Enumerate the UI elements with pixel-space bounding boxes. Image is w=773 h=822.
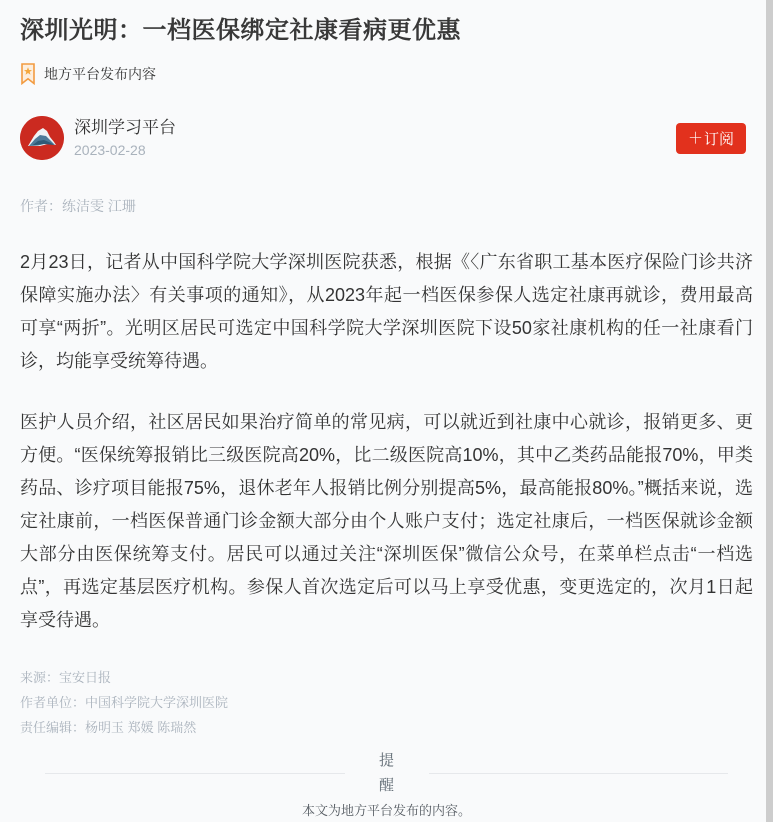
- paragraph-1: 2月23日，记者从中国科学院大学深圳医院获悉，根据《〈广东省职工基本医疗保险门诊共济保障实施办法〉有关事项的通知》，从2023年起一档医保参保人选定社康再就诊，费用最高可享“两折”。光明区居民可选定中国科学院大学深圳医院下设50家社康机构的任一社康看门诊，均能享受统筹待遇。: [20, 252, 753, 371]
- publisher-row: [20, 116, 753, 160]
- subscribe-label: 订阅: [704, 130, 735, 148]
- publish-date: 2023-02-28: [74, 142, 146, 158]
- byline: 作者：练洁雯 江珊: [20, 198, 136, 214]
- author-unit-line: 作者单位：中国科学院大学深圳医院: [20, 695, 229, 710]
- notice-divider: [45, 748, 728, 798]
- editors-line: 责任编辑：杨明玉 郑媛 陈瑞然: [20, 720, 197, 735]
- divider-line-left: [45, 773, 345, 774]
- publisher-name[interactable]: 深圳学习平台: [74, 118, 176, 137]
- publisher-info: [74, 117, 676, 159]
- platform-badge: [20, 62, 753, 86]
- subscribe-button[interactable]: [676, 123, 746, 154]
- notice-divider-label: 提醒: [378, 752, 394, 794]
- ribbon-star-icon: [20, 63, 36, 85]
- article-meta: [20, 665, 753, 740]
- platform-notice: 本文为地方平台发布的内容。: [301, 803, 471, 818]
- scrollbar[interactable]: [766, 0, 773, 822]
- page-title: 深圳光明：一档医保绑定社康看病更优惠: [20, 17, 461, 44]
- plus-icon: ＋: [687, 129, 703, 147]
- divider-line-right: [429, 773, 729, 774]
- badge-label: 地方平台发布内容: [44, 66, 156, 82]
- paragraph-2: 医护人员介绍，社区居民如果治疗简单的常见病，可以就近到社康中心就诊，报销更多、更方便。“医保统筹报销比三级医院高20%，比二级医院高10%，其中乙类药品能报70%，甲类药品、诊疗项目能报75%，退休老年人报销比例分别提高5%，最高能报80%。”概括来说，选定社康前，一档医保普通门诊金额大部分由个人账户支付；选定社康后，一档医保就诊金额大部分由医保统筹支付。居民可以通过关注“深圳医保”微信公众号，在菜单栏点击“一档选点”，再选定基层医疗机构。参保人首次选定后可以马上享受优惠，变更选定的，次月1日起享受待遇。: [20, 412, 753, 630]
- publisher-avatar[interactable]: [20, 116, 64, 160]
- source-line: 来源：宝安日报: [20, 670, 112, 685]
- article-body: [20, 246, 753, 637]
